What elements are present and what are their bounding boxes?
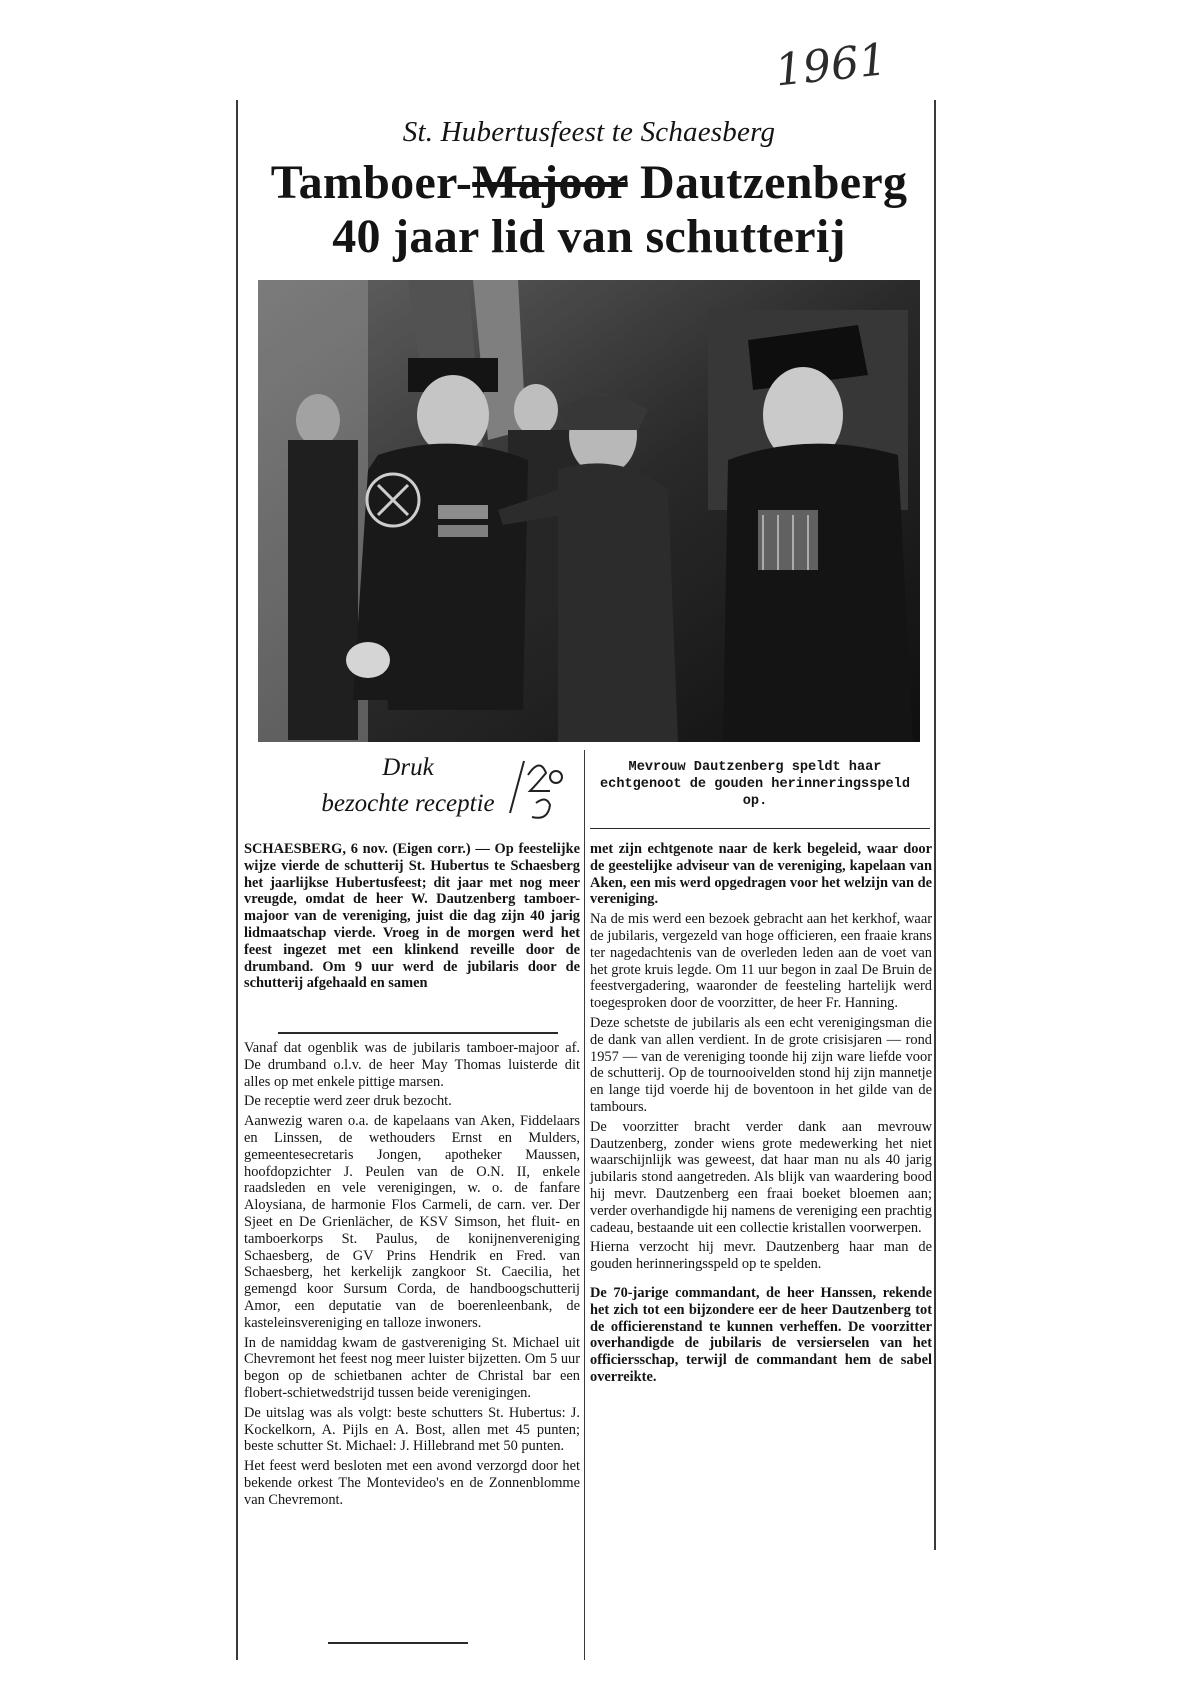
subheading-line1: Druk — [382, 754, 434, 781]
article-photo — [258, 280, 920, 742]
left-paragraph: De uitslag was als volgt: beste schutters St. Hubertus: J. Kockelkorn, A. Pijls en A. Bost, allen met 45 punten; beste schutter St. Michael: J. Hillebrand met 50 punten. — [244, 1404, 580, 1455]
right-paragraph: Hierna verzocht hij mevr. Dautzenberg haar man de gouden herinneringsspeld op te spelden. — [590, 1239, 932, 1273]
left-column-rule — [278, 1032, 558, 1034]
article-kicker: St. Hubertusfeest te Schaesberg — [402, 116, 776, 148]
lead-paragraph: SCHAESBERG, 6 nov. (Eigen corr.) — Op feestelijke wijze vierde de schutterij St. Hubertus te Schaesberg het jaarlijkse Hubertusfeest; dit jaar met nog meer vreugde, omdat de heer W. Dautzenberg tamboer-majoor van de vereniging, juist die dag zijn 40 jarig lidmaatschap vierde. Vroeg in de morgen werd het feest ingezet met een klinkend reveille door de drumband. Om 9 uur werd de jubilaris door de schutterij afgehaald en samen — [244, 841, 580, 992]
left-paragraph: Aanwezig waren o.a. de kapelaans van Aken, Fiddelaars en Linssen, de wethouders Ernst en Mulders, gemeentesecretaris Jongen, apotheker Maussen, hoofdopzichter J. Peulen van de O.N. II, enkele raadsleden en vele verenigingen, w. o. de fanfare Aloysiana, de harmonie Flos Carmeli, de carn. ver. Der Sjeet en De Grienlächer, de KSV Simson, het fluit- en tamboerkorps St. Paulus, de konijnenvereniging Schaesberg, de GV Prins Hendrik en Fred. van Schaesberg, het kerkelijk zangkoor St. Caecilia, het gemengd koor Sursum Corda, de handboogschutterij Amor, een deputatie van de boerenleenbank, de kasteleinsvereniging en talloze inwoners. — [244, 1113, 580, 1331]
clip-left-border — [236, 100, 238, 1660]
right-lead-paragraph: met zijn echtgenote naar de kerk begeleid, waar door de geestelijke adviseur van de vereniging, kapelaan van Aken, een mis werd opgedragen voor het welzijn van de vereniging. — [590, 841, 932, 908]
article-headline — [238, 156, 940, 264]
end-rule — [328, 1642, 468, 1644]
left-paragraph: In de namiddag kwam de gastvereniging St. Michael uit Chevremont het feest nog meer luister bijzetten. Om 5 uur begon op de schietbanen achter de Christal bar een flobert-schietwedstrijd tussen beide verenigingen. — [244, 1334, 580, 1401]
photo-illustration — [258, 280, 920, 742]
right-paragraph: Na de mis werd een bezoek gebracht aan het kerkhof, waar de jubilaris, vergezeld van hoge officieren, een fraaie krans ter nagedachtenis van de overleden leden aan de voet van het grote kruis legde. Om 11 uur begon in zaal De Bruin de feestvergadering, waaronder de feesteling hartelijk werd toegesproken door de voorzitter, de heer Fr. Hanning. — [590, 911, 932, 1012]
margin-note-scribble — [506, 755, 566, 825]
handwritten-margin-note — [506, 755, 566, 825]
column-divider — [584, 750, 585, 1660]
left-paragraph: De receptie werd zeer druk bezocht. — [244, 1093, 452, 1110]
clip-right-border — [934, 100, 936, 1550]
left-paragraph: Het feest werd besloten met een avond verzorgd door het bekende orkest The Montevideo's en de Zonnenblomme van Chevremont. — [244, 1458, 580, 1508]
left-column-body — [244, 1040, 580, 1512]
headline-prefix: Tamboer- — [270, 156, 473, 209]
headline-struck-word: Majoor — [472, 156, 628, 209]
right-paragraph: Deze schetste de jubilaris als een echt verenigingsman die de dank van allen verdient. In de grote crisisjaren — rond 1957 — van de vereniging toonde hij zijn ware liefde voor de schutterij. Op de tournooivelden stond hij zijn mannetje en lange tijd voerde hij de boventoon in het gilde van de tambours. — [590, 1014, 932, 1115]
caption-rule — [590, 828, 930, 829]
subheading-line2: bezochte receptie — [321, 790, 495, 817]
right-closing-paragraph: De 70-jarige commandant, de heer Hanssen, rekende het zich tot een bijzondere eer de heer Dautzenberg tot de officierenstand te kunnen verheffen. De voorzitter overhandigde de jubilaris de versierselen van het officiersschap, terwijl de commandant hem de sabel overreikte. — [590, 1284, 932, 1385]
right-paragraph: De voorzitter bracht verder dank aan mevrouw Dautzenberg, zonder wiens grote medewerking het niet waarschijnlijk was geweest, dat haar man nu als 40 jarig jubilaris stond aangetreden. Als blijk van waardering bood hij mevr. Dautzenberg een fraai boeket bloemen aan; verder overhandigde hij namens de vereniging een prachtig cadeau, bestaande uit een collectie kristallen voorwerpen. — [590, 1118, 932, 1236]
right-column-body — [590, 841, 932, 1389]
photo-caption: Mevrouw Dautzenberg speldt haar echtgenoot de gouden herinneringsspeld op. — [600, 760, 910, 809]
left-paragraph: Vanaf dat ogenblik was de jubilaris tamboer-majoor af. De drumband o.l.v. de heer May Thomas luisterde dit alles op met enkele pittige marsen. — [244, 1040, 580, 1090]
newspaper-clipping — [238, 100, 940, 1660]
headline-suffix: Dautzenberg — [627, 156, 908, 209]
handwritten-year: 1961 — [772, 34, 890, 97]
headline-line2: 40 jaar lid van schutterij — [332, 210, 846, 263]
